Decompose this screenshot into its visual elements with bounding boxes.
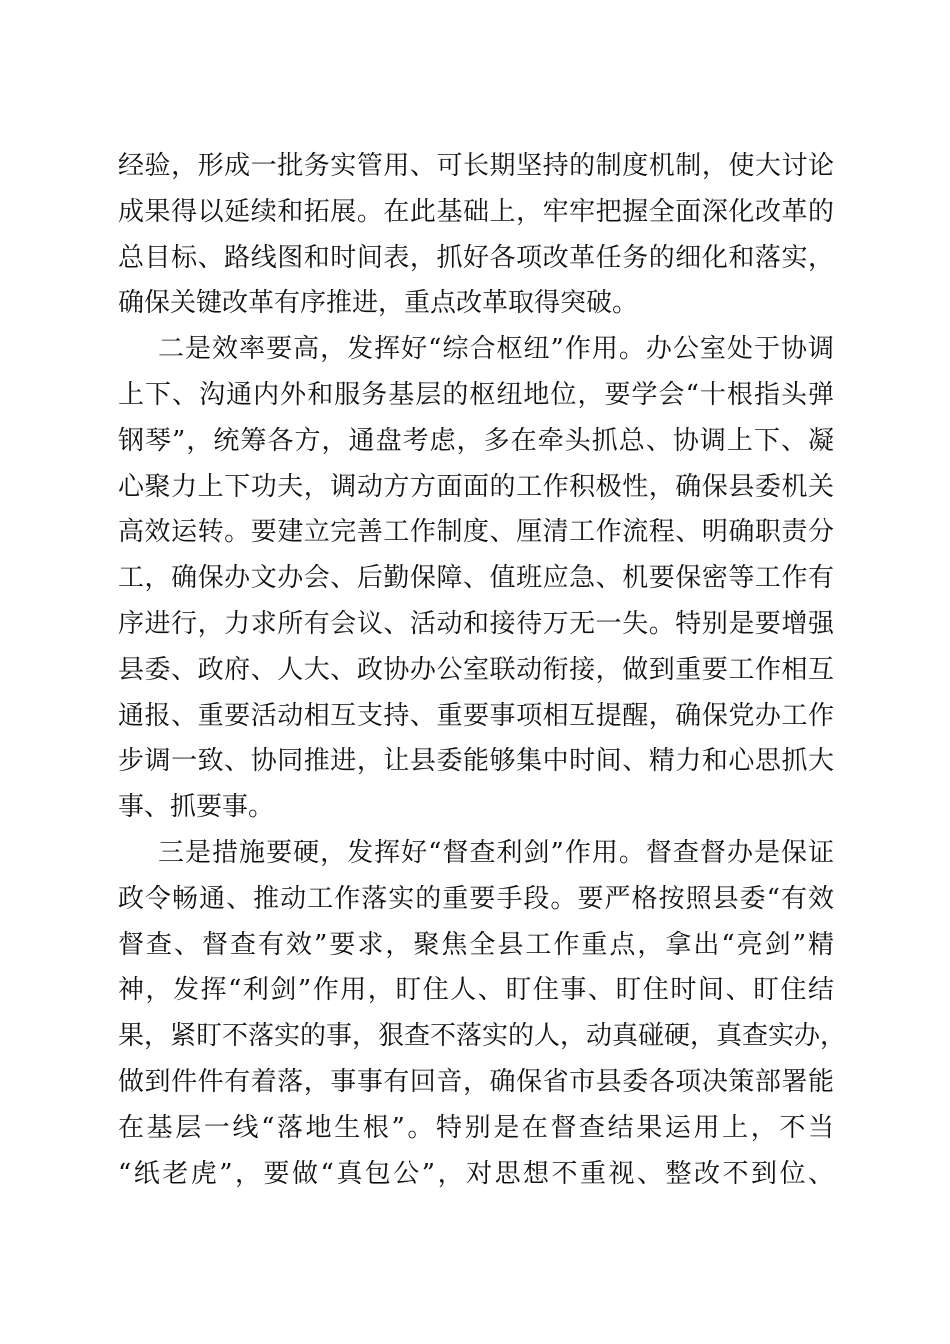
text-line: 心聚力上下功夫，调动方方面面的工作积极性，确保县委机关	[118, 471, 834, 502]
text-line: 确保关键改革有序推进，重点改革取得突破。	[118, 288, 639, 319]
text-line: 县委、政府、人大、政协办公室联动衔接，做到重要工作相互	[118, 654, 834, 685]
text-line: 工，确保办文办会、后勤保障、值班应急、机要保密等工作有	[118, 563, 834, 594]
text-line: 通报、重要活动相互支持、重要事项相互提醒，确保党办工作	[118, 700, 834, 731]
text-line: 序进行，力求所有会议、活动和接待万无一失。特别是要增强	[118, 608, 834, 639]
paragraph-first-line: 三是措施要硬，发挥好“督查利剑”作用。督查督办是保证	[158, 837, 834, 868]
paragraph-first-line: 二是效率要高，发挥好“综合枢纽”作用。办公室处于协调	[158, 334, 834, 365]
text-line: “纸老虎”，要做“真包公”，对思想不重视、整改不到位、	[118, 1158, 834, 1189]
text-line: 高效运转。要建立完善工作制度、厘清工作流程、明确职责分	[118, 517, 834, 548]
text-line: 钢琴”，统筹各方，通盘考虑，多在牵头抓总、协调上下、凝	[118, 425, 834, 456]
text-line: 成果得以延续和拓展。在此基础上，牢牢把握全面深化改革的	[118, 196, 834, 227]
text-line: 上下、沟通内外和服务基层的枢纽地位，要学会“十根指头弹	[118, 379, 834, 410]
body-text	[118, 144, 847, 1197]
text-line: 政令畅通、推动工作落实的重要手段。要严格按照县委“有效	[118, 883, 834, 914]
text-line: 在基层一线“落地生根”。特别是在督查结果运用上，不当	[118, 1112, 834, 1143]
text-line: 做到件件有着落，事事有回音，确保省市县委各项决策部署能	[118, 1066, 834, 1097]
text-line: 果，紧盯不落实的事，狠查不落实的人，动真碰硬，真查实办，	[118, 1021, 847, 1052]
text-line: 神，发挥“利剑”作用，盯住人、盯住事、盯住时间、盯住结	[118, 975, 834, 1006]
text-line: 事、抓要事。	[118, 792, 275, 823]
text-line: 督查、督查有效”要求，聚焦全县工作重点，拿出“亮剑”精	[118, 929, 834, 960]
text-line: 步调一致、协同推进，让县委能够集中时间、精力和心思抓大	[118, 746, 834, 777]
text-line: 经验，形成一批务实管用、可长期坚持的制度机制，使大讨论	[118, 151, 834, 181]
text-line: 总目标、路线图和时间表，抓好各项改革任务的细化和落实，	[118, 242, 834, 273]
